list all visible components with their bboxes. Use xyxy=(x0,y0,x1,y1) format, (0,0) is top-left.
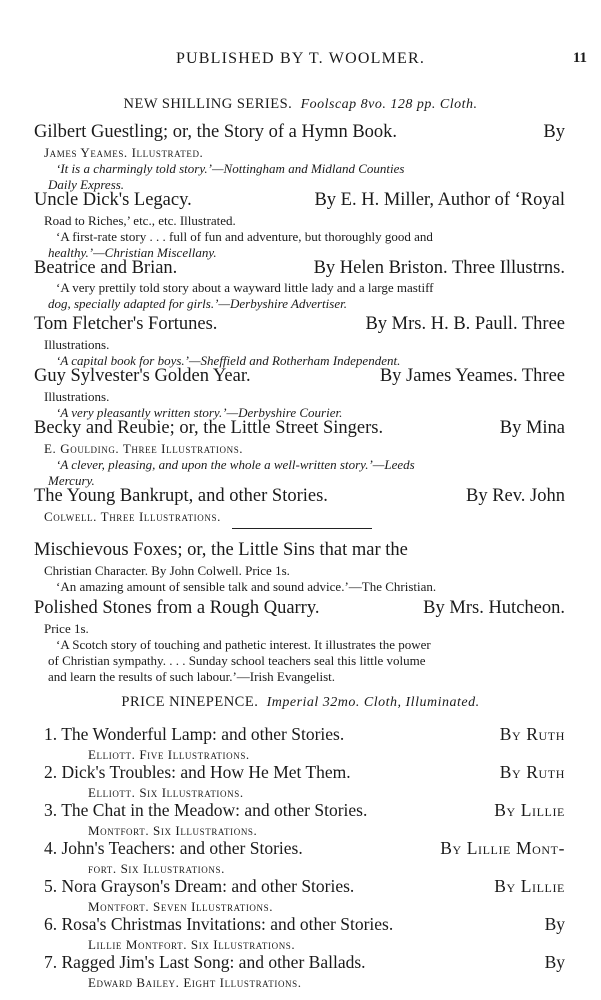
review-quote: ‘A capital book for boys.’—Sheffield and Rotherham Independent. xyxy=(56,353,401,368)
catalogue-entry xyxy=(34,188,565,261)
numbered-entry xyxy=(44,836,565,877)
book-details: Montfort. Seven Illustrations. xyxy=(88,899,274,914)
entry-number: 6. xyxy=(44,914,58,934)
book-author: By Helen Briston. Three Illustrns. xyxy=(313,258,565,278)
ninepence-heading-format: Imperial 32mo. Cloth, Illuminated. xyxy=(266,695,480,710)
book-details: Lillie Montfort. Six Illustrations. xyxy=(88,937,296,952)
review-quote-cont: and learn the results of such labour.’—Irish Evangelist. xyxy=(48,669,336,684)
book-title: Becky and Reubie; or, the Little Street Singers. xyxy=(34,418,384,438)
book-author: By E. H. Miller, Author of ‘Royal xyxy=(314,190,565,210)
numbered-entry xyxy=(44,912,565,953)
book-details: Illustrations. xyxy=(44,337,110,352)
book-author: By Lillie Mont- xyxy=(440,838,565,858)
catalogue-entry xyxy=(34,538,565,595)
book-author: By xyxy=(544,914,565,934)
review-quote: ‘An amazing amount of sensible talk and sound advice.’—The Christian. xyxy=(56,579,437,594)
book-details: Price 1s. xyxy=(44,621,89,636)
book-details: fort. Six Illustrations. xyxy=(88,861,225,876)
book-title: The Chat in the Meadow: and other Stories. xyxy=(61,800,368,820)
book-title: John's Teachers: and other Stories. xyxy=(61,838,303,858)
book-title: Dick's Troubles: and How He Met Them. xyxy=(61,762,351,782)
catalogue-entry xyxy=(34,256,565,312)
catalogue-entry xyxy=(34,364,565,421)
book-author: By Ruth xyxy=(499,762,565,782)
book-details: Edward Bailey. Eight Illustrations. xyxy=(88,975,302,990)
book-title: Nora Grayson's Dream: and other Stories. xyxy=(61,876,355,896)
catalogue-entry xyxy=(34,120,565,193)
shilling-series-heading xyxy=(0,96,601,113)
book-author: By James Yeames. Three xyxy=(379,366,565,386)
book-author: By xyxy=(544,952,565,972)
book-title: Tom Fletcher's Fortunes. xyxy=(34,314,218,334)
book-author: By Ruth xyxy=(499,724,565,744)
numbered-entry xyxy=(44,874,565,915)
review-quote-cont: Daily Express. xyxy=(48,177,125,192)
book-title: Rosa's Christmas Invitations: and other Stories. xyxy=(61,914,394,934)
book-title: Ragged Jim's Last Song: and other Ballads. xyxy=(61,952,366,972)
book-title: Gilbert Guestling; or, the Story of a Hymn Book. xyxy=(34,122,398,142)
book-author: By Mrs. H. B. Paull. Three xyxy=(365,314,565,334)
section-divider xyxy=(232,528,372,529)
running-title: PUBLISHED BY T. WOOLMER. xyxy=(175,50,426,67)
book-details: Christian Character. By John Colwell. Price 1s. xyxy=(44,563,290,578)
book-author: By Mrs. Hutcheon. xyxy=(423,598,565,618)
catalogue-entry xyxy=(34,484,565,525)
book-author: By Lillie xyxy=(494,800,565,820)
review-quote: ‘A very pleasantly written story.’—Derbyshire Courier. xyxy=(56,405,343,420)
book-title: Uncle Dick's Legacy. xyxy=(34,190,192,210)
ninepence-heading-main: PRICE NINEPENCE. xyxy=(121,694,259,710)
shilling-heading-main: NEW SHILLING SERIES. xyxy=(123,96,293,112)
book-details: Illustrations. xyxy=(44,389,110,404)
numbered-entry xyxy=(44,950,565,991)
catalogue-entry xyxy=(34,416,565,489)
book-details: James Yeames. Illustrated. xyxy=(44,145,204,160)
book-details: Elliott. Six Illustrations. xyxy=(88,785,244,800)
book-title: Beatrice and Brian. xyxy=(34,258,178,278)
review-quote: ‘It is a charmingly told story.’—Nottingham and Midland Counties xyxy=(56,161,405,176)
review-quote-cont: of Christian sympathy. . . . Sunday school teachers seal this little volume xyxy=(48,653,426,668)
entry-number: 7. xyxy=(44,952,58,972)
book-details: Road to Riches,’ etc., etc. Illustrated. xyxy=(44,213,236,228)
review-quote: ‘A clever, pleasing, and upon the whole a well-written story.’—Leeds xyxy=(56,457,415,472)
book-details: E. Goulding. Three Illustrations. xyxy=(44,441,244,456)
entry-number: 3. xyxy=(44,800,58,820)
page-number: 11 xyxy=(572,50,587,66)
book-title: Mischievous Foxes; or, the Little Sins that mar the xyxy=(34,540,408,560)
book-details: Colwell. Three Illustrations. xyxy=(44,509,221,524)
book-author: By Lillie xyxy=(494,876,565,896)
review-quote: ‘A Scotch story of touching and pathetic interest. It illustrates the power xyxy=(56,637,431,652)
review-quote-cont: dog, specially adapted for girls.’—Derbyshire Advertiser. xyxy=(48,296,347,311)
book-author: By Mina xyxy=(499,418,565,438)
book-author: By xyxy=(543,122,565,142)
book-details: Elliott. Five Illustrations. xyxy=(88,747,250,762)
review-quote: ‘A very prettily told story about a wayward little lady and a large mastiff xyxy=(56,280,434,295)
book-details: Montfort. Six Illustrations. xyxy=(88,823,258,838)
shilling-heading-format: Foolscap 8vo. 128 pp. Cloth. xyxy=(300,97,478,112)
ninepence-series-heading xyxy=(0,694,601,711)
catalogue-entry xyxy=(34,312,565,369)
numbered-entry xyxy=(44,798,565,839)
book-author: By Rev. John xyxy=(465,486,565,506)
entry-number: 5. xyxy=(44,876,58,896)
book-title: The Wonderful Lamp: and other Stories. xyxy=(61,724,345,744)
book-title: Polished Stones from a Rough Quarry. xyxy=(34,598,320,618)
review-quote-cont: healthy.’—Christian Miscellany. xyxy=(48,245,217,260)
catalogue-entry xyxy=(34,596,565,685)
entry-number: 4. xyxy=(44,838,58,858)
review-quote: ‘A first-rate story . . . full of fun and adventure, but thoroughly good and xyxy=(56,229,433,244)
numbered-entry xyxy=(44,760,565,801)
numbered-entry xyxy=(44,722,565,763)
review-quote-cont: Mercury. xyxy=(48,473,95,488)
book-title: Guy Sylvester's Golden Year. xyxy=(34,366,251,386)
entry-number: 2. xyxy=(44,762,58,782)
book-title: The Young Bankrupt, and other Stories. xyxy=(34,486,328,506)
entry-number: 1. xyxy=(44,724,58,744)
